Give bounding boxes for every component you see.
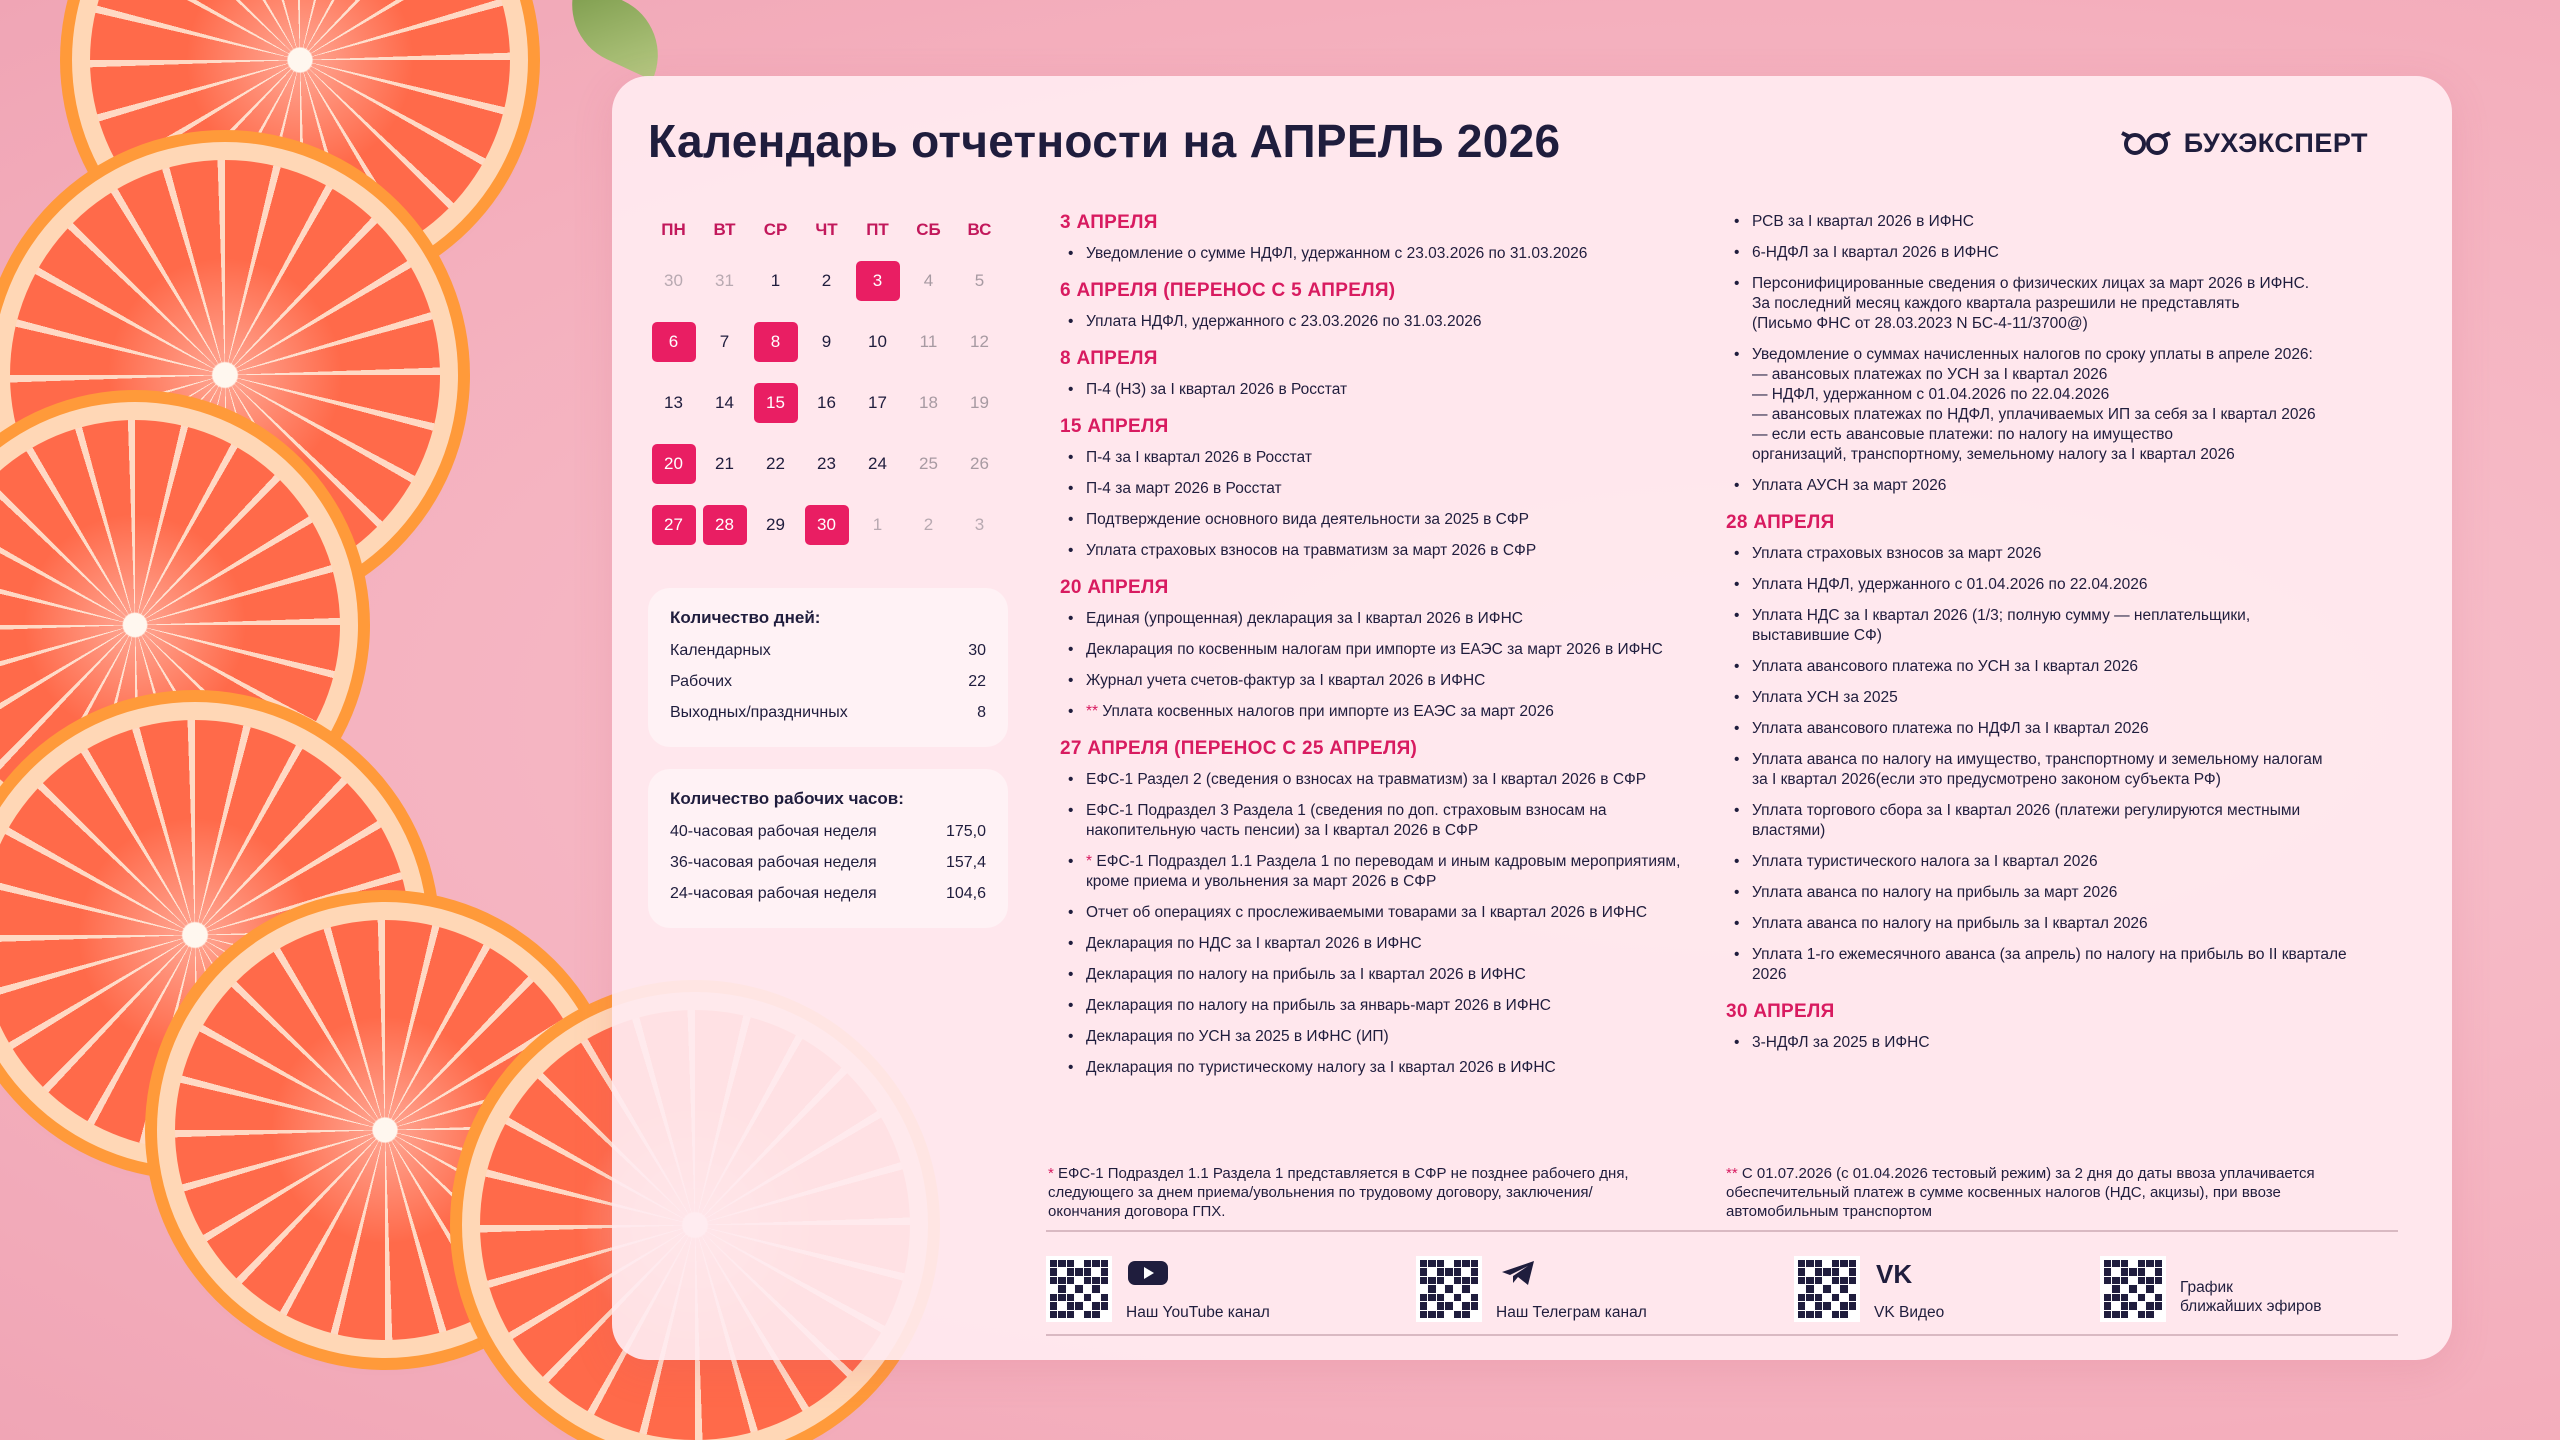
brand-owl-icon — [2120, 129, 2172, 159]
deadline-item: • Уведомление о сумме НДФЛ, удержанном с 23.03.2026 по 31.03.2026 — [1060, 244, 1720, 264]
deadline-item: • Уплата АУСН за март 2026 — [1726, 476, 2416, 496]
days-count-row — [670, 673, 986, 704]
deadline-item: • 6-НДФЛ за I квартал 2026 в ИФНС — [1726, 243, 2416, 263]
days-count-panel — [648, 588, 1008, 747]
day-number: 5 — [974, 270, 985, 290]
calendar-day[interactable] — [648, 250, 699, 311]
deadline-item: • Уплата торгового сбора за I квартал 2026 (платежи регулируются местными властями) — [1726, 801, 2416, 841]
calendar-day[interactable] — [903, 372, 954, 433]
deadline-item: • ** Уплата косвенных налогов при импорте из ЕАЭС за март 2026 — [1060, 702, 1720, 722]
stat-label: 40-часовая рабочая неделя — [670, 823, 877, 840]
day-number: 6 — [652, 322, 696, 362]
calendar-day[interactable] — [699, 433, 750, 494]
calendar-day[interactable] — [852, 494, 903, 555]
weekday-label: ВС — [967, 220, 992, 239]
social-link-label: Наш Телеграм канал — [1496, 1304, 1647, 1321]
work-hours-row — [670, 885, 986, 916]
day-number: 30 — [664, 270, 683, 290]
social-link-label-group — [1126, 1258, 1270, 1322]
deadline-item: • Уплата аванса по налогу на прибыль за I квартал 2026 — [1726, 914, 2416, 934]
deadline-item: • РСВ за I квартал 2026 в ИФНС — [1726, 212, 2416, 232]
calendar-day[interactable] — [648, 372, 699, 433]
deadline-list — [1060, 609, 1720, 722]
calendar-day[interactable] — [852, 311, 903, 372]
day-number: 17 — [868, 392, 887, 412]
calendar-week — [648, 311, 1008, 372]
deadline-item: • Подтверждение основного вида деятельности за 2025 в СФР — [1060, 510, 1720, 530]
day-number: 2 — [923, 514, 934, 534]
deadline-item: • Уведомление о суммах начисленных налогов по сроку уплаты в апреле 2026: — авансовых платежах по УСН за I квартал 2026 — НДФЛ, удержанном с 01.04.2026 по 22.04.2026 — авансовых платежах по НДФЛ, уплачиваемых ИП за себя за I квартал 2026 — если есть авансовые платежи: по налогу на имущество организаций, транспортному, земельному налогу за I квартал 2026 — [1726, 345, 2416, 465]
deadline-item: • Отчет об операциях с прослеживаемыми товарами за I квартал 2026 в ИФНС — [1060, 903, 1720, 923]
footnote-text: ЕФС-1 Подраздел 1.1 Раздела 1 представляется в СФР не позднее рабочего дня, следующего за днем приема/увольнения по трудовому договору, заключения/ окончания договора ГПХ. — [1048, 1165, 1629, 1220]
footnote-left — [1048, 1164, 1708, 1221]
calendar-day[interactable] — [903, 494, 954, 555]
social-link[interactable] — [1416, 1256, 1647, 1322]
day-number: 14 — [715, 392, 734, 412]
deadline-day[interactable] — [750, 372, 801, 433]
page-title: Календарь отчетности на АПРЕЛЬ 2026 — [648, 115, 1561, 167]
calendar-day[interactable] — [750, 494, 801, 555]
deadline-item: • 3-НДФЛ за 2025 в ИФНС — [1726, 1033, 2416, 1053]
deadline-item: • П-4 (НЗ) за I квартал 2026 в Росстат — [1060, 380, 1720, 400]
day-number: 26 — [970, 453, 989, 473]
calendar-day[interactable] — [801, 372, 852, 433]
social-link-label-group — [1496, 1258, 1647, 1322]
deadline-date-heading: 27 АПРЕЛЯ (ПЕРЕНОС С 25 АПРЕЛЯ) — [1060, 738, 1418, 759]
deadline-item: • Декларация по туристическому налогу за I квартал 2026 в ИФНС — [1060, 1058, 1720, 1078]
deadline-item: • П-4 за I квартал 2026 в Росстат — [1060, 448, 1720, 468]
calendar-day[interactable] — [954, 250, 1005, 311]
day-number: 9 — [821, 331, 832, 351]
day-number: 18 — [919, 392, 938, 412]
calendar-day[interactable] — [954, 372, 1005, 433]
deadline-item: • Уплата аванса по налогу на имущество, транспортному и земельному налогам за I квартал 2026(если это предусмотрено законом субъекта РФ) — [1726, 750, 2416, 790]
deadline-item: • Декларация по налогу на прибыль за январь-март 2026 в ИФНС — [1060, 996, 1720, 1016]
day-number: 3 — [856, 261, 900, 301]
calendar-day[interactable] — [801, 311, 852, 372]
social-link[interactable] — [1046, 1256, 1270, 1322]
deadline-item: • Декларация по УСН за 2025 в ИФНС (ИП) — [1060, 1027, 1720, 1047]
deadline-date-heading: 15 АПРЕЛЯ — [1060, 416, 1169, 437]
calendar-week — [648, 433, 1008, 494]
deadline-list — [1726, 212, 2416, 496]
day-number: 27 — [652, 505, 696, 545]
deadlines-column-2 — [1726, 212, 2416, 1069]
deadline-item: • Единая (упрощенная) декларация за I квартал 2026 в ИФНС — [1060, 609, 1720, 629]
stat-value: 104,6 — [945, 885, 986, 902]
calendar-day[interactable] — [801, 433, 852, 494]
deadline-item: • Уплата страховых взносов на травматизм за март 2026 в СФР — [1060, 541, 1720, 561]
day-number: 7 — [719, 331, 730, 351]
calendar-day[interactable] — [852, 433, 903, 494]
deadline-day[interactable] — [648, 311, 699, 372]
weekday-label: ЧТ — [815, 220, 838, 239]
qr-code — [1416, 1256, 1482, 1322]
work-hours-row — [670, 823, 986, 854]
deadline-day[interactable] — [699, 494, 750, 555]
stat-value: 22 — [968, 673, 986, 690]
stat-label: 24-часовая рабочая неделя — [670, 885, 877, 902]
calendar-day[interactable] — [801, 250, 852, 311]
deadline-date-heading: 30 АПРЕЛЯ — [1726, 1001, 1835, 1022]
deadline-list — [1060, 312, 1720, 332]
day-number: 22 — [766, 453, 785, 473]
stat-label: 36-часовая рабочая неделя — [670, 854, 877, 871]
social-link[interactable] — [2100, 1256, 2321, 1322]
calendar-week — [648, 494, 1008, 555]
day-number: 23 — [817, 453, 836, 473]
calendar-week — [648, 250, 1008, 311]
weekday-header — [648, 210, 1008, 250]
report-calendar-card — [612, 76, 2452, 1360]
calendar-day[interactable] — [954, 311, 1005, 372]
day-number: 13 — [664, 392, 683, 412]
day-number: 16 — [817, 392, 836, 412]
deadline-date-heading: 8 АПРЕЛЯ — [1060, 348, 1158, 369]
deadline-item: • Уплата авансового платежа по НДФЛ за I квартал 2026 — [1726, 719, 2416, 739]
footnote-mark: * — [1048, 1165, 1054, 1182]
deadline-item: • Уплата аванса по налогу на прибыль за март 2026 — [1726, 883, 2416, 903]
deadline-item: • Уплата туристического налога за I квартал 2026 — [1726, 852, 2416, 872]
qr-code — [1046, 1256, 1112, 1322]
calendar-day[interactable] — [954, 433, 1005, 494]
stat-label: Рабочих — [670, 673, 733, 690]
deadline-item: • Уплата страховых взносов за март 2026 — [1726, 544, 2416, 564]
social-link[interactable] — [1794, 1256, 1944, 1322]
day-number: 3 — [974, 514, 985, 534]
social-link-label: График ближайших эфиров — [2180, 1279, 2322, 1315]
calendar-day[interactable] — [903, 250, 954, 311]
social-link-label: Наш YouTube канал — [1126, 1304, 1270, 1321]
deadline-item: • Декларация по налогу на прибыль за I квартал 2026 в ИФНС — [1060, 965, 1720, 985]
social-links — [1046, 1248, 2398, 1328]
calendar-day[interactable] — [750, 250, 801, 311]
vk-icon — [1874, 1258, 1944, 1293]
day-number: 20 — [652, 444, 696, 484]
social-link-label-group — [2180, 1278, 2321, 1322]
work-hours-row — [670, 854, 986, 885]
deadline-item: • Уплата 1-го ежемесячного аванса (за апрель) по налогу на прибыль во II квартале 2026 — [1726, 945, 2416, 985]
days-count-row — [670, 642, 986, 673]
footnote-mark: ** — [1086, 703, 1099, 720]
deadline-day[interactable] — [852, 250, 903, 311]
calendar-day[interactable] — [954, 494, 1005, 555]
deadline-item: • ЕФС-1 Подраздел 3 Раздела 1 (сведения по доп. страховым взносам на накопительную часть пенсии) за I квартал 2026 в СФР — [1060, 801, 1720, 841]
weekday-label: ВТ — [713, 220, 736, 239]
deadline-date-heading: 20 АПРЕЛЯ — [1060, 577, 1169, 598]
day-number: 8 — [754, 322, 798, 362]
deadline-item: • Уплата НДФЛ, удержанного с 23.03.2026 по 31.03.2026 — [1060, 312, 1720, 332]
deadline-list — [1060, 448, 1720, 561]
footnote-mark: ** — [1726, 1165, 1738, 1182]
qr-code — [1794, 1256, 1860, 1322]
deadline-item: • Уплата авансового платежа по УСН за I квартал 2026 — [1726, 657, 2416, 677]
deadline-list — [1060, 244, 1720, 264]
social-link-label: VK Видео — [1874, 1304, 1945, 1321]
deadline-day[interactable] — [648, 494, 699, 555]
calendar-day[interactable] — [699, 372, 750, 433]
day-number: 10 — [868, 331, 887, 351]
deadline-item: • Уплата НДС за I квартал 2026 (1/3; полную сумму — неплательщики, выставившие СФ) — [1726, 606, 2416, 646]
deadline-item: • Декларация по НДС за I квартал 2026 в ИФНС — [1060, 934, 1720, 954]
deadline-item: • Журнал учета счетов-фактур за I квартал 2026 в ИФНС — [1060, 671, 1720, 691]
stat-value: 157,4 — [945, 854, 986, 871]
deadline-day[interactable] — [648, 433, 699, 494]
brand-logo — [2120, 128, 2368, 159]
calendar-day[interactable] — [699, 250, 750, 311]
days-count-heading: Количество дней: — [670, 608, 821, 627]
svg-text:VK: VK — [1876, 1259, 1913, 1288]
calendar-day[interactable] — [903, 311, 954, 372]
calendar-day[interactable] — [750, 433, 801, 494]
calendar-day[interactable] — [852, 372, 903, 433]
day-number: 19 — [970, 392, 989, 412]
weekday-label: ПН — [661, 220, 686, 239]
work-hours-heading: Количество рабочих часов: — [670, 789, 904, 808]
social-link-label-group — [1874, 1258, 1944, 1322]
footnote-text: С 01.07.2026 (с 01.04.2026 тестовый режим) за 2 дня до даты ввоза уплачивается обеспечительный платеж в сумме косвенных налогов (НДС, акцизы), при ввозе автомобильным транспортом — [1726, 1165, 2315, 1220]
day-number: 31 — [715, 270, 734, 290]
deadline-list — [1060, 770, 1720, 1078]
day-number: 25 — [919, 453, 938, 473]
deadline-item: • Персонифицированные сведения о физических лицах за март 2026 в ИФНС. За последний месяц каждого квартала разрешили не представлять (Письмо ФНС от 28.03.2023 N БС-4-11/3700@) — [1726, 274, 2416, 334]
calendar-day[interactable] — [903, 433, 954, 494]
stat-value: 8 — [977, 704, 986, 721]
divider — [1046, 1230, 2398, 1232]
deadline-item: • П-4 за март 2026 в Росстат — [1060, 479, 1720, 499]
footnote-mark: * — [1086, 853, 1093, 870]
day-number: 12 — [970, 331, 989, 351]
day-number: 2 — [821, 270, 832, 290]
youtube-icon — [1126, 1258, 1270, 1293]
calendar-week — [648, 372, 1008, 433]
calendar-grid — [648, 250, 1008, 555]
deadline-item: • ЕФС-1 Раздел 2 (сведения о взносах на травматизм) за I квартал 2026 в СФР — [1060, 770, 1720, 790]
deadlines-column-1 — [1060, 212, 1720, 1094]
deadline-date-heading: 28 АПРЕЛЯ — [1726, 512, 1835, 533]
deadline-date-heading: 6 АПРЕЛЯ (ПЕРЕНОС С 5 АПРЕЛЯ) — [1060, 280, 1396, 301]
day-number: 29 — [766, 514, 785, 534]
brand-name: БУХЭКСПЕРТ — [2183, 128, 2368, 158]
stat-value: 175,0 — [945, 823, 986, 840]
stat-label: Выходных/праздничных — [670, 704, 848, 721]
deadline-list — [1726, 544, 2416, 985]
day-number: 24 — [868, 453, 887, 473]
deadline-item: • Уплата УСН за 2025 — [1726, 688, 2416, 708]
day-number: 30 — [805, 505, 849, 545]
day-number: 4 — [923, 270, 934, 290]
qr-code — [2100, 1256, 2166, 1322]
weekday-label: СБ — [916, 220, 941, 239]
days-count-row — [670, 704, 986, 735]
telegram-icon — [1496, 1258, 1647, 1293]
day-number: 1 — [770, 270, 781, 290]
weekday-label: ПТ — [866, 220, 889, 239]
day-number: 28 — [703, 505, 747, 545]
day-number: 21 — [715, 453, 734, 473]
month-calendar — [648, 210, 1008, 555]
deadline-list — [1726, 1033, 2416, 1053]
deadline-day[interactable] — [750, 311, 801, 372]
deadline-item: • * ЕФС-1 Подраздел 1.1 Раздела 1 по переводам и иным кадровым мероприятиям, кроме приема и увольнения за март 2026 в СФР — [1060, 852, 1720, 892]
day-number: 11 — [919, 331, 938, 351]
day-number: 1 — [872, 514, 883, 534]
stat-value: 30 — [968, 642, 986, 659]
day-number: 15 — [754, 383, 798, 423]
divider — [1046, 1334, 2398, 1336]
deadline-list — [1060, 380, 1720, 400]
stat-label: Календарных — [670, 642, 771, 659]
calendar-day[interactable] — [699, 311, 750, 372]
deadline-item: • Декларация по косвенным налогам при импорте из ЕАЭС за март 2026 в ИФНС — [1060, 640, 1720, 660]
leaf-decoration — [552, 0, 677, 80]
work-hours-panel — [648, 769, 1008, 928]
deadline-date-heading: 3 АПРЕЛЯ — [1060, 212, 1158, 233]
weekday-label: СР — [763, 220, 788, 239]
footnote-right — [1726, 1164, 2426, 1221]
deadline-item: • Уплата НДФЛ, удержанного с 01.04.2026 по 22.04.2026 — [1726, 575, 2416, 595]
deadline-day[interactable] — [801, 494, 852, 555]
